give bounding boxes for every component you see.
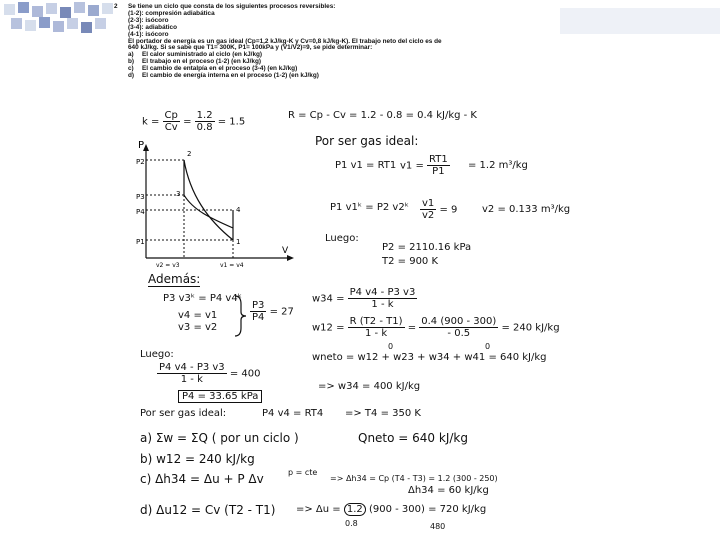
answer-d-correction: 0.8	[345, 519, 358, 528]
problem-line: 640 kJ/kg. Si se sabe que T1= 300K, P1= 100kPa y (V1/V2)=9, se pide determinar:	[128, 44, 373, 52]
zero-mark-a: 0	[388, 342, 394, 351]
question-c: c) El cambio de entalpía en el proceso (3-4) (en kJ/kg)	[128, 65, 298, 73]
answer-d-correction-2: 480	[430, 522, 446, 531]
problem-line: Se tiene un ciclo que consta de los siguientes procesos reversibles:	[128, 3, 336, 10]
luego-2: Luego:	[140, 349, 174, 360]
t2-value: T2 = 900 K	[382, 256, 439, 267]
question-b: b) El trabajo en el proceso (1-2) (en kJ/kg)	[128, 58, 261, 66]
p1v1-equation: P1 v1 = RT1	[335, 160, 397, 171]
problem-line: (3-4): adiabático	[128, 23, 178, 31]
v2-value: v2 = 0.133 m³/kg	[482, 204, 571, 215]
axis-label-v: V	[282, 246, 289, 256]
ademas-heading: Además:	[148, 272, 201, 286]
adiabatic-equation: P1 v1ᵏ = P2 v2ᵏ	[330, 202, 409, 213]
tick-p4: P4	[136, 208, 145, 216]
point-3: 3	[176, 190, 181, 198]
problem-line: (4-1): isócoro	[128, 30, 169, 38]
problem-line: El portador de energía es un gas ideal (Cp=1,2 kJ/kg-K y Cv=0,8 kJ/kg-K). El trabajo neto del ciclo es de	[128, 37, 442, 45]
p4v4-rt4: P4 v4 = RT4	[262, 408, 324, 419]
v3v2-equation: v3 = v2	[178, 322, 218, 333]
p4-result: P4 = 33.65 kPa	[178, 391, 262, 402]
gas-ideal-heading: Por ser gas ideal:	[315, 134, 419, 148]
decorative-squares	[0, 0, 118, 40]
w34-result: => w34 = 400 kJ/kg	[318, 381, 421, 392]
v1-value: = 1.2 m³/kg	[468, 160, 528, 171]
answer-a: a) Σw = ΣQ ( por un ciclo )	[140, 431, 299, 445]
p3p4-ratio: $\frac{P3}{P4}$ = 27	[252, 300, 294, 323]
header-band	[560, 8, 720, 34]
answer-a-result: Qneto = 640 kJ/kg	[358, 431, 468, 445]
tick-p3: P3	[136, 193, 145, 201]
p2-value: P2 = 2110.16 kPa	[382, 242, 472, 253]
pv-diagram	[136, 140, 298, 269]
answer-c-work: => Δh34 = Cp (T4 - T3) = 1.2 (300 - 250)	[330, 474, 498, 483]
ratio-equation: $\frac{v1}{v2}$ = 9	[422, 198, 458, 221]
brace	[233, 294, 247, 338]
t4-result: => T4 = 350 K	[345, 408, 421, 419]
wneto-equation: wneto = w12 + w23 + w34 + w41 = 640 kJ/kg	[312, 352, 547, 363]
problem-line: (1-2): compresión adiabática	[128, 9, 215, 17]
v1-equation: v1 = $\frac{RT1}{P1}$	[400, 154, 448, 177]
answer-d: d) Δu12 = Cv (T2 - T1)	[140, 503, 276, 517]
point-2: 2	[187, 150, 192, 158]
gas-ideal-2: Por ser gas ideal:	[140, 408, 227, 419]
r-equation: R = Cp - Cv = 1.2 - 0.8 = 0.4 kJ/kg - K	[288, 110, 477, 121]
question-d: d) El cambio de energía interna en el proceso (1-2) (en kJ/kg)	[128, 72, 319, 80]
tick-p2: P2	[136, 158, 145, 166]
zero-mark-b: 0	[485, 342, 491, 351]
k-equation: k = $\frac{Cp}{Cv}$ = $\frac{1.2}{0.8}$ = 1.5	[142, 110, 246, 133]
answer-d-work: => Δu = 1.2 (900 - 300) = 720 kJ/kg	[296, 504, 487, 515]
answer-c-result: Δh34 = 60 kJ/kg	[408, 485, 489, 496]
tick-v2v3: v2 = v3	[156, 262, 180, 269]
question-a: a) El calor suministrado al ciclo (en kJ/kg)	[128, 51, 263, 59]
w12-equation: w12 = $\frac{R (T2 - T1)}{1 - k}$ = $\frac{0.4 (900 - 300)}{- 0.5}$ = 240 kJ/kg	[312, 316, 560, 339]
problem-statement	[114, 3, 558, 80]
problem-line: (2-3): isócoro	[128, 16, 169, 24]
answer-c: c) Δh34 = Δu + P Δv	[140, 472, 264, 486]
p3v3-equation: P3 v3ᵏ = P4 v4ᵏ	[163, 293, 242, 304]
answer-b: b) w12 = 240 kJ/kg	[140, 452, 255, 466]
point-1: 1	[236, 238, 241, 246]
point-4: 4	[236, 206, 241, 214]
v4v1-equation: v4 = v1	[178, 310, 218, 321]
tick-p1: P1	[136, 238, 145, 246]
axis-label-p: P	[138, 140, 145, 151]
tick-v1v4: v1 = v4	[220, 262, 244, 269]
luego-1: Luego:	[325, 233, 359, 244]
problem-number: 2	[114, 3, 118, 10]
answer-c-note: p = cte	[288, 468, 318, 477]
w34-equation: w34 = $\frac{P4 v4 - P3 v3}{1 - k}$	[312, 287, 416, 310]
p4v4-equation: $\frac{P4 v4 - P3 v3}{1 - k}$ = 400	[159, 362, 261, 385]
